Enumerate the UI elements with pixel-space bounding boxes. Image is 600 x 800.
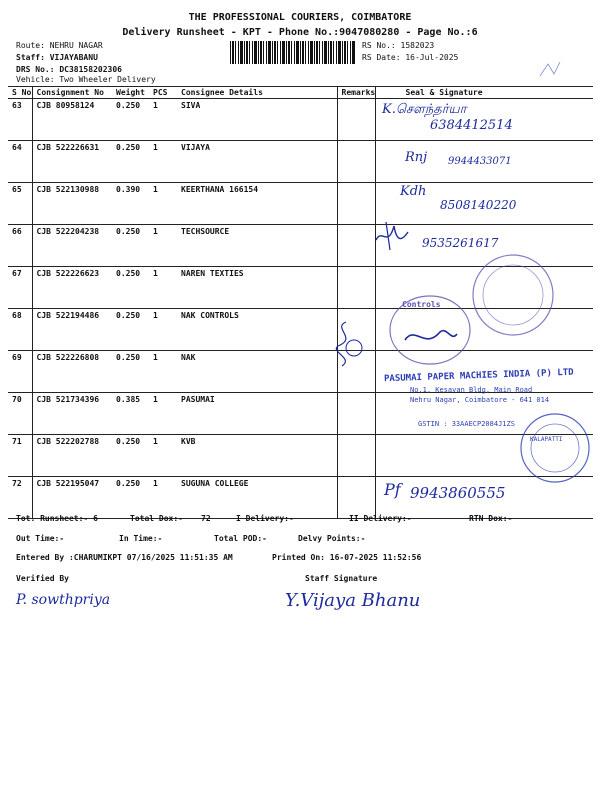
row-pcs: 1 [149,225,177,267]
entered-by: Entered By :CHARUMIKPT 07/16/2025 11:51:35 AM [16,553,233,562]
row-weight: 0.250 [112,225,149,267]
table-row [8,435,593,477]
handwritten-phone: 9943860555 [410,484,506,502]
row-consignment: CJB 80958124 [32,99,112,141]
row-pcs: 1 [149,183,177,225]
rs-number: RS No.: 1582023 [362,41,435,50]
row-remarks [337,267,375,309]
pasumai-stamp-gstin: GSTIN : 33AAECP2084J1ZS [418,420,515,428]
printed-on: Printed On: 16-07-2025 11:52:56 [272,553,422,562]
row-weight: 0.250 [112,435,149,477]
row-consignment: CJB 522226808 [32,351,112,393]
row-pcs: 1 [149,351,177,393]
handwritten-phone: 8508140220 [440,198,517,212]
row-sno: 64 [8,141,32,183]
col-pcs: PCS [149,87,177,99]
in-time: In Time:- [119,534,163,543]
verifier-signature: P. sowthpriya [16,592,111,608]
row-pcs: 1 [149,477,177,519]
total-dox-value: 72 [201,514,211,523]
row-weight: 0.250 [112,309,149,351]
row-sno: 68 [8,309,32,351]
row-consignment: CJB 521734396 [32,393,112,435]
delvy-points: Delvy Points:- [298,534,366,543]
pasumai-stamp-address2: Nehru Nagar, Coimbatore - 641 014 [410,396,550,404]
col-seal-signature: Seal & Signature [375,87,593,99]
row-consignee: KEERTHANA 166154 [177,183,337,225]
col-consignment: Consignment No [32,87,112,99]
handwritten-phone: 9944433071 [448,156,512,167]
row-consignment: CJB 522226623 [32,267,112,309]
row-consignee: SUGUNA COLLEGE [177,477,337,519]
route-label: Route: NEHRU NAGAR [16,41,103,50]
row-consignment: CJB 522130988 [32,183,112,225]
row-weight: 0.250 [112,267,149,309]
verified-by-label: Verified By [16,574,69,583]
drs-number: DRS No.: DC38158202306 [16,65,122,74]
row-remarks [337,477,375,519]
rs-date: RS Date: 16-Jul-2025 [362,53,459,62]
row-weight: 0.390 [112,183,149,225]
round-stamp-icon [468,250,558,340]
handwritten-signature: Kdh [400,184,427,199]
row-consignee: PASUMAI [177,393,337,435]
row-consignee: SIVA [177,99,337,141]
row-sno: 71 [8,435,32,477]
handwritten-phone: 6384412514 [430,118,513,133]
kalapatti-round-stamp-icon [515,408,595,488]
row-remarks [337,183,375,225]
row-consignment: CJB 522226631 [32,141,112,183]
staff-signature-label: Staff Signature [305,574,378,583]
corner-mark-icon [534,58,564,82]
staff-signature: Y.Vijaya Bhanu [285,590,421,611]
row-sno: 66 [8,225,32,267]
nak-stamp-text: Controls [402,300,441,309]
row-weight: 0.250 [112,351,149,393]
row-pcs: 1 [149,393,177,435]
handwritten-signature: Pf [384,480,401,499]
pasumai-stamp-title: PASUMAI PAPER MACHIES INDIA (P) LTD [383,367,574,385]
row-sno: 69 [8,351,32,393]
row-sno: 72 [8,477,32,519]
handwritten-signature: Rnj [405,150,428,165]
ii-delivery: II Delivery:- [349,514,412,523]
total-dox-label: Total Dox:- [130,514,183,523]
row-remarks [337,225,375,267]
row-pcs: 1 [149,309,177,351]
rtn-dox: RTN Dox:- [469,514,513,523]
runsheet-title: Delivery Runsheet - KPT - Phone No.:9047080280 - Page No.:6 [122,27,478,38]
col-weight: Weight [112,87,149,99]
row-remarks [337,393,375,435]
barcode-image [230,41,355,64]
col-consignee: Consignee Details [177,87,337,99]
row-consignment: CJB 522204238 [32,225,112,267]
row-consignee: NAK [177,351,337,393]
row-remarks [337,99,375,141]
total-pod: Total POD:- [214,534,267,543]
table-header-row [8,87,593,99]
margin-scribble-icon [328,318,368,370]
row-weight: 0.385 [112,393,149,435]
col-remarks: Remarks [337,87,375,99]
row-sno: 63 [8,99,32,141]
scribble-signature-icon [372,218,412,254]
i-delivery: I Delivery:- [236,514,294,523]
row-sno: 65 [8,183,32,225]
row-consignee: NAREN TEXTIES [177,267,337,309]
vehicle-label: Vehicle: Two Wheeler Delivery [16,75,156,84]
handwritten-signature: K.சௌந்தர்யா [382,102,467,117]
staff-label: Staff: VIJAYABANU [16,53,98,62]
row-remarks [337,141,375,183]
row-weight: 0.250 [112,99,149,141]
row-consignee: TECHSOURCE [177,225,337,267]
row-pcs: 1 [149,141,177,183]
row-remarks [337,435,375,477]
row-sno: 67 [8,267,32,309]
row-consignee: VIJAYA [177,141,337,183]
row-pcs: 1 [149,99,177,141]
row-consignment: CJB 522195047 [32,477,112,519]
row-consignment: CJB 522194486 [32,309,112,351]
kalapatti-stamp-text: KALAPATTI [530,436,563,443]
row-pcs: 1 [149,267,177,309]
row-weight: 0.250 [112,141,149,183]
pasumai-stamp-address1: No.1, Kesavan Bldg, Main Road [410,386,533,394]
row-sno: 70 [8,393,32,435]
handwritten-phone: 9535261617 [422,236,499,250]
row-consignee: NAK CONTROLS [177,309,337,351]
row-consignment: CJB 522202788 [32,435,112,477]
row-pcs: 1 [149,435,177,477]
company-name: THE PROFESSIONAL COURIERS, COIMBATORE [188,12,412,23]
col-sno: S No [8,87,32,99]
out-time: Out Time:- [16,534,65,543]
row-weight: 0.250 [112,477,149,519]
tot-runsheet: Tot. Runsheet:- 6 [16,514,98,523]
row-consignee: KVB [177,435,337,477]
